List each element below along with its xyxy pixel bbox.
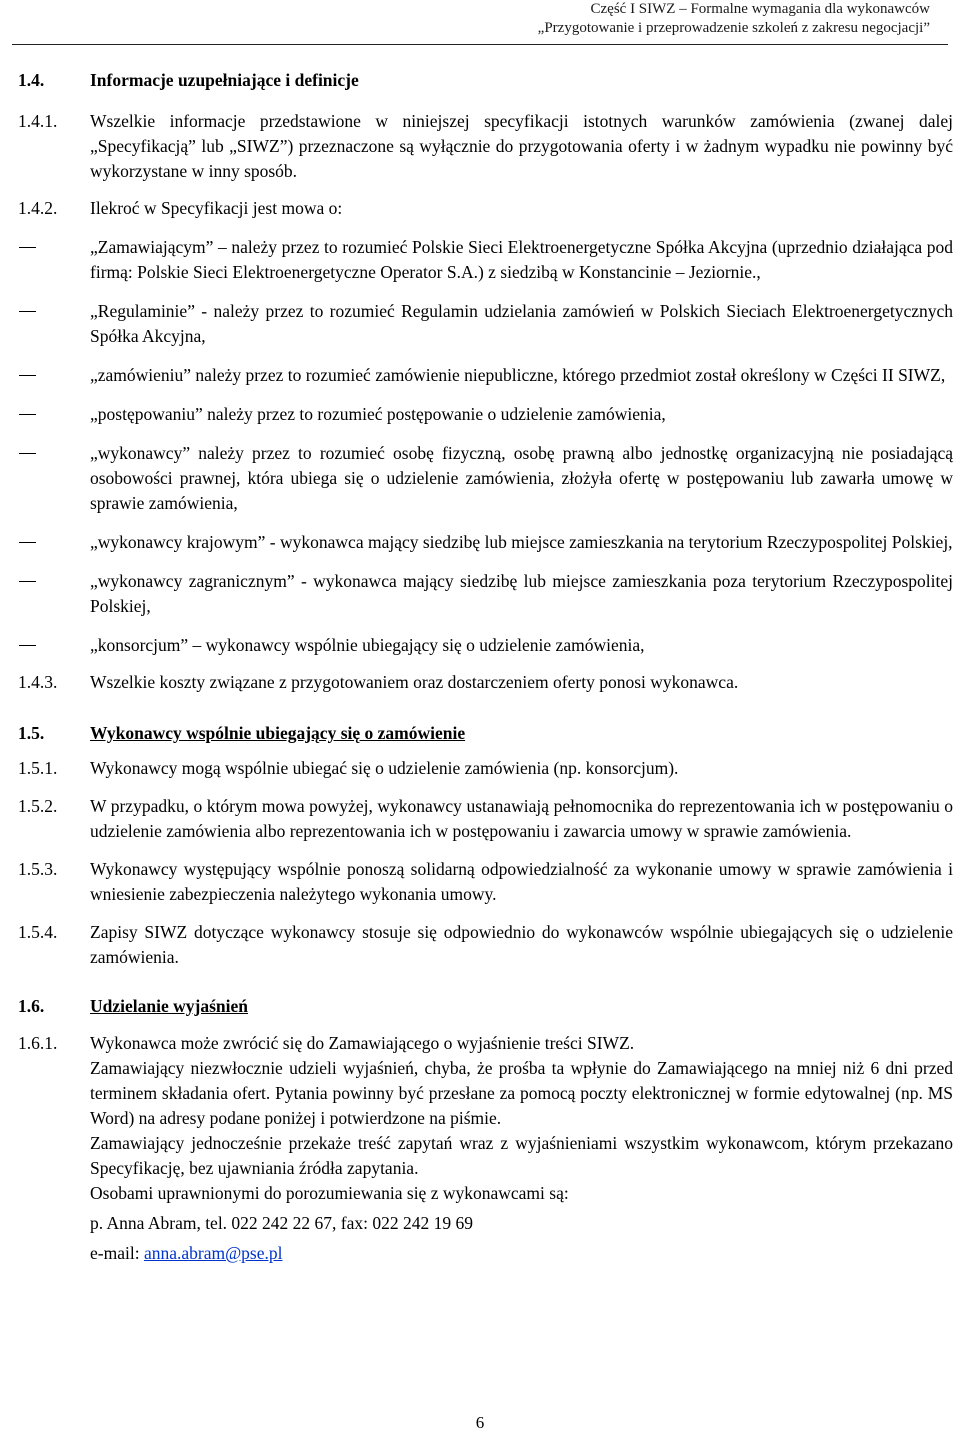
paragraph-number: 1.5.2. xyxy=(18,796,58,816)
list-item-text: „wykonawcy zagranicznym” - wykonawca mający siedzibę lub miejsce zamieszkania poza terytorium Rzeczypospolitej Polskiej, xyxy=(90,571,953,616)
paragraph-1-4-1 xyxy=(18,109,953,184)
paragraph-line: Wykonawca może zwrócić się do Zamawiającego o wyjaśnienie treści SIWZ. xyxy=(90,1033,635,1053)
paragraph-number: 1.4.3. xyxy=(18,672,58,692)
paragraph-text: W przypadku, o którym mowa powyżej, wykonawcy ustanawiają pełnomocnika do reprezentowania ich w postępowaniu o udzielenie zamówienia albo reprezentowania ich w postępowaniu i zawarcia umowy w sprawie zamówienia. xyxy=(90,796,953,841)
section-heading-1-4 xyxy=(18,68,953,93)
paragraph-text: Wykonawcy występujący wspólnie ponoszą solidarną odpowiedzialność za wykonanie umowy w sprawie zamówienia i wniesienie zabezpieczenia należytego wykonania umowy. xyxy=(90,859,953,904)
section-title: Udzielanie wyjaśnień xyxy=(90,996,248,1016)
paragraph-text: Wszelkie koszty związane z przygotowaniem oraz dostarczeniem oferty ponosi wykonawca. xyxy=(90,672,739,692)
paragraph-line: Zamawiający jednocześnie przekaże treść zapytań wraz z wyjaśnieniami wszystkim wykonawcom, którym przekazano Specyfikację, bez ujawniania źródła zapytania. xyxy=(90,1133,953,1178)
section-number: 1.5. xyxy=(18,723,45,743)
section-heading-1-6 xyxy=(18,994,953,1019)
definitions-list xyxy=(18,235,953,658)
contact-phone-fax: p. Anna Abram, tel. 022 242 22 67, fax: 022 242 19 69 xyxy=(90,1213,474,1233)
header-line-1: Część I SIWZ – Formalne wymagania dla wykonawców xyxy=(590,1,930,17)
list-item-text: „postępowaniu” należy przez to rozumieć postępowanie o udzielenie zamówienia, xyxy=(90,404,666,424)
email-link[interactable]: anna.abram@pse.pl xyxy=(143,1243,283,1263)
list-item xyxy=(18,402,953,427)
paragraph-text: Ilekroć w Specyfikacji jest mowa o: xyxy=(90,198,343,218)
list-item xyxy=(18,441,953,516)
section-number: 1.4. xyxy=(18,70,45,90)
dash-bullet xyxy=(18,299,90,349)
list-item xyxy=(18,235,953,285)
list-item xyxy=(18,299,953,349)
dash-bullet xyxy=(18,530,90,555)
section-title: Wykonawcy wspólnie ubiegający się o zamówienie xyxy=(90,723,466,743)
paragraph-number: 1.5.1. xyxy=(18,758,58,778)
paragraph-1-4-3 xyxy=(18,670,953,695)
document-body xyxy=(18,68,953,1266)
paragraph-1-5-4 xyxy=(18,920,953,970)
paragraph-text: Wszelkie informacje przedstawione w niniejszej specyfikacji istotnych warunków zamówienia (zwanej dalej „Specyfikacją” lub „SIWZ”) przeznaczone są wyłącznie do przygotowania oferty i w żadnym wypadku nie powinny być wykorzystane w inny sposób. xyxy=(90,111,953,181)
email-label: e-mail: xyxy=(90,1243,144,1263)
dash-bullet xyxy=(18,441,90,516)
dash-bullet xyxy=(18,235,90,285)
paragraph-text: Wykonawcy mogą wspólnie ubiegać się o udzielenie zamówienia (np. konsorcjum). xyxy=(90,758,679,778)
paragraph-1-5-1 xyxy=(18,756,953,781)
dash-bullet xyxy=(18,363,90,388)
paragraph-body xyxy=(90,1031,953,1266)
list-item xyxy=(18,633,953,658)
paragraph-number: 1.5.4. xyxy=(18,922,58,942)
page-number: 6 xyxy=(475,1413,485,1432)
paragraph-1-4-2 xyxy=(18,196,953,221)
paragraph-line: Osobami uprawnionymi do porozumiewania się z wykonawcami są: xyxy=(90,1183,569,1203)
dash-bullet xyxy=(18,633,90,658)
section-title: Informacje uzupełniające i definicje xyxy=(90,70,359,90)
section-number: 1.6. xyxy=(18,996,45,1016)
contact-email-line xyxy=(90,1241,953,1266)
list-item xyxy=(18,363,953,388)
paragraph-number: 1.4.1. xyxy=(18,111,58,131)
paragraph-1-6-1 xyxy=(18,1031,953,1266)
paragraph-number: 1.4.2. xyxy=(18,198,58,218)
paragraph-1-5-2 xyxy=(18,794,953,844)
list-item-text: „konsorcjum” – wykonawcy wspólnie ubiegający się o udzielenie zamówienia, xyxy=(90,635,645,655)
paragraph-line: Zamawiający niezwłocznie udzieli wyjaśnień, chyba, że prośba ta wpłynie do Zamawiającego na mniej niż 6 dni przed terminem składania ofert. Pytania powinny być przesłane za pomocą poczty elektronicznej w formie edytowalnej (np. MS Word) na adresy podane poniżej i potwierdzone na piśmie. xyxy=(90,1058,953,1128)
list-item-text: „wykonawcy krajowym” - wykonawca mający siedzibę lub miejsce zamieszkania na terytorium Rzeczypospolitej Polskiej, xyxy=(90,532,953,552)
dash-bullet xyxy=(18,569,90,619)
list-item-text: „Zamawiającym” – należy przez to rozumieć Polskie Sieci Elektroenergetyczne Spółka Akcyjna (uprzednio działająca pod firmą: Polskie Sieci Elektroenergetyczne Operator S.A.) z siedzibą w Konstancinie – Jeziornie., xyxy=(90,237,953,282)
list-item-text: „wykonawcy” należy przez to rozumieć osobę fizyczną, osobę prawną albo jednostkę organizacyjną nie posiadającą osobowości prawnej, która ubiega się o udzielenie zamówienia, złożyła ofertę w postępowaniu lub zawarła umowę w sprawie zamówienia, xyxy=(90,443,953,513)
header-divider xyxy=(12,44,948,45)
list-item xyxy=(18,530,953,555)
list-item-text: „Regulaminie” - należy przez to rozumieć Regulamin udzielania zamówień w Polskich Sieciach Elektroenergetycznych Spółka Akcyjna, xyxy=(90,301,953,346)
dash-bullet xyxy=(18,402,90,427)
paragraph-1-5-3 xyxy=(18,857,953,907)
paragraph-text: Zapisy SIWZ dotyczące wykonawcy stosuje się odpowiednio do wykonawców wspólnie ubiegających się o udzielenie zamówienia. xyxy=(90,922,953,967)
paragraph-number: 1.5.3. xyxy=(18,859,58,879)
header-line-2: „Przygotowanie i przeprowadzenie szkoleń z zakresu negocjacji” xyxy=(537,20,930,36)
list-item xyxy=(18,569,953,619)
section-heading-1-5 xyxy=(18,721,953,746)
paragraph-number: 1.6.1. xyxy=(18,1033,58,1053)
page-header xyxy=(230,0,930,38)
list-item-text: „zamówieniu” należy przez to rozumieć zamówienie niepubliczne, którego przedmiot został określony w Części II SIWZ, xyxy=(90,365,946,385)
